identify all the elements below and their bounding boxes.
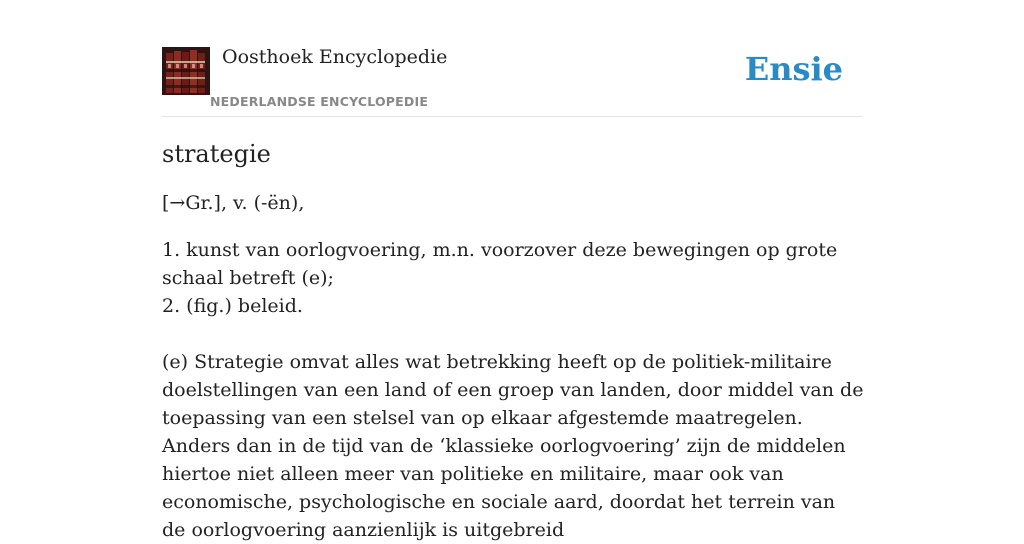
entry-title: strategie	[162, 140, 271, 168]
brand-logo-link[interactable]: Ensie	[744, 50, 843, 88]
site-title[interactable]: Oosthoek Encyclopedie	[222, 46, 448, 68]
entry-body-text: (e) Strategie omvat alles wat betrekking heeft op de politiek-militaire doelstellingen van een land of een groep van landen, door middel van de toepassing van een stelsel van op elkaar afgestemde maatregelen. Anders dan in de tijd van de ‘klassieke oorlogvoering’ zijn de middelen hiertoe niet alleen meer van politieke en militaire, maar ook van economische, psychologische en sociale aard, doordat het terrein van de oorlogvoering aanzienlijk is uitgebreid	[162, 351, 864, 541]
definition-item: 1. kunst van oorlogvoering, m.n. voorzover deze bewegingen op grote schaal betreft (e);	[162, 239, 838, 289]
entry-definitions	[162, 236, 864, 320]
entry-content	[162, 137, 864, 544]
site-subtitle: NEDERLANDSE ENCYCLOPEDIE	[210, 94, 429, 109]
book-spines-icon[interactable]	[162, 47, 210, 95]
definition-item: 2. (fig.) beleid.	[162, 295, 303, 317]
entry-etymology: [→Gr.], v. (-ën),	[162, 192, 305, 214]
site-header	[162, 46, 862, 117]
